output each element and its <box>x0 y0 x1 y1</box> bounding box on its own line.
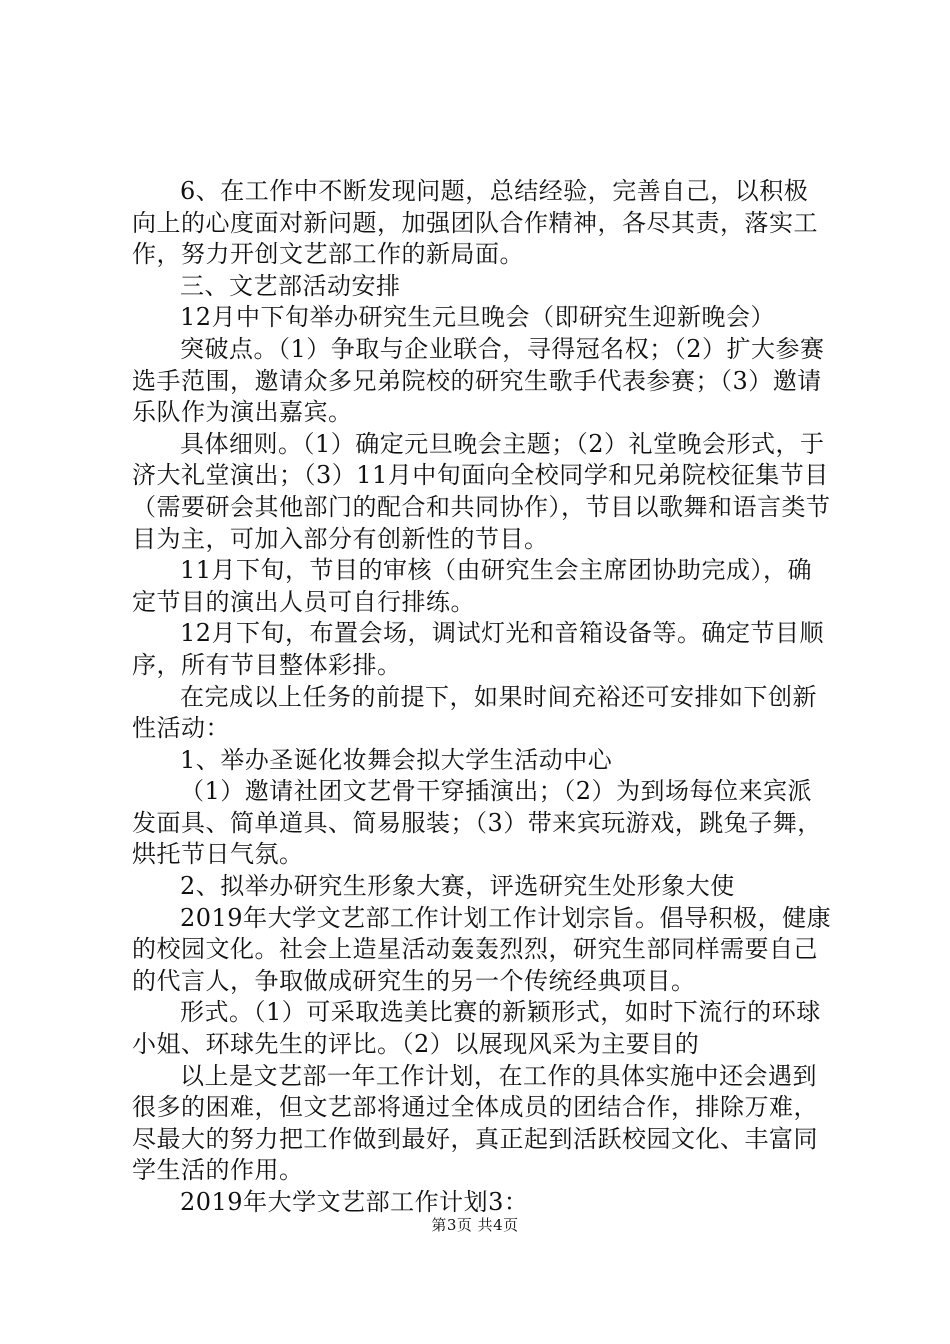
paragraph-image-contest: 2、拟举办研究生形象大赛，评选研究生处形象大使 <box>180 872 735 901</box>
paragraph-breakthrough-points: 突破点。（1）争取与企业联合，寻得冠名权；（2）扩大参赛选手范围，邀请众多兄弟院校的研究生歌手代表参赛；（3）邀请乐队作为演出嘉宾。 <box>132 334 825 427</box>
paragraph-plan-3-heading: 2019年大学文艺部工作计划3： <box>180 1188 529 1216</box>
paragraph-christmas-details: （1）邀请社团文艺骨干穿插演出；（2）为到场每位来宾派发面具、简单道具、简易服装；（3）带来宾玩游戏，跳兔子舞，烘托节日气氛。 <box>132 777 822 869</box>
page-number-footer: 第3页 共4页 <box>431 1216 519 1234</box>
paragraph-new-year-gala: 12月中下旬举办研究生元旦晚会（即研究生迎新晚会） <box>180 303 776 332</box>
paragraph-christmas-ball: 1、举办圣诞化妆舞会拟大学生活动中心 <box>180 745 613 774</box>
paragraph-detailed-rules: 具体细则。（1）确定元旦晚会主题；（2）礼堂晚会形式，于济大礼堂演出；（3）11月中旬面向全校同学和兄弟院校征集节目（需要研会其他部门的配合和共同协作），节目以歌舞和语言类节目为主，可加入部分有创新性的节目。 <box>132 429 831 553</box>
paragraph-late-november: 11月下旬，节目的审核（由研究生会主席团协助完成），确定节目的演出人员可自行排练。 <box>132 556 813 616</box>
document-body <box>132 176 832 1219</box>
paragraph-item-6: 6、在工作中不断发现问题，总结经验，完善自己，以积极向上的心度面对新问题，加强团队合作精神，各尽其责，落实工作，努力开创文艺部工作的新局面。 <box>132 177 818 269</box>
paragraph-format: 形式。（1）可采取选美比赛的新颖形式，如时下流行的环球小姐、环球先生的评比。（2）以展现风采为主要目的 <box>132 998 821 1059</box>
paragraph-conclusion: 以上是文艺部一年工作计划，在工作的具体实施中还会遇到很多的困难，但文艺部将通过全体成员的团结合作，排除万难，尽最大的努力把工作做到最好，真正起到活跃校园文化、丰富同学生活的作用。 <box>132 1061 818 1185</box>
paragraph-innovative-activities: 在完成以上任务的前提下，如果时间充裕还可安排如下创新性活动： <box>132 682 817 743</box>
paragraph-purpose: 2019年大学文艺部工作计划工作计划宗旨。倡导积极，健康的校园文化。社会上造星活动轰轰烈烈，研究生部同样需要自己的代言人，争取做成研究生的另一个传统经典项目。 <box>132 903 832 995</box>
paragraph-late-december: 12月下旬，布置会场，调试灯光和音箱设备等。确定节目顺序，所有节目整体彩排。 <box>132 619 825 679</box>
section-heading-activities: 三、文艺部活动安排 <box>180 271 401 300</box>
